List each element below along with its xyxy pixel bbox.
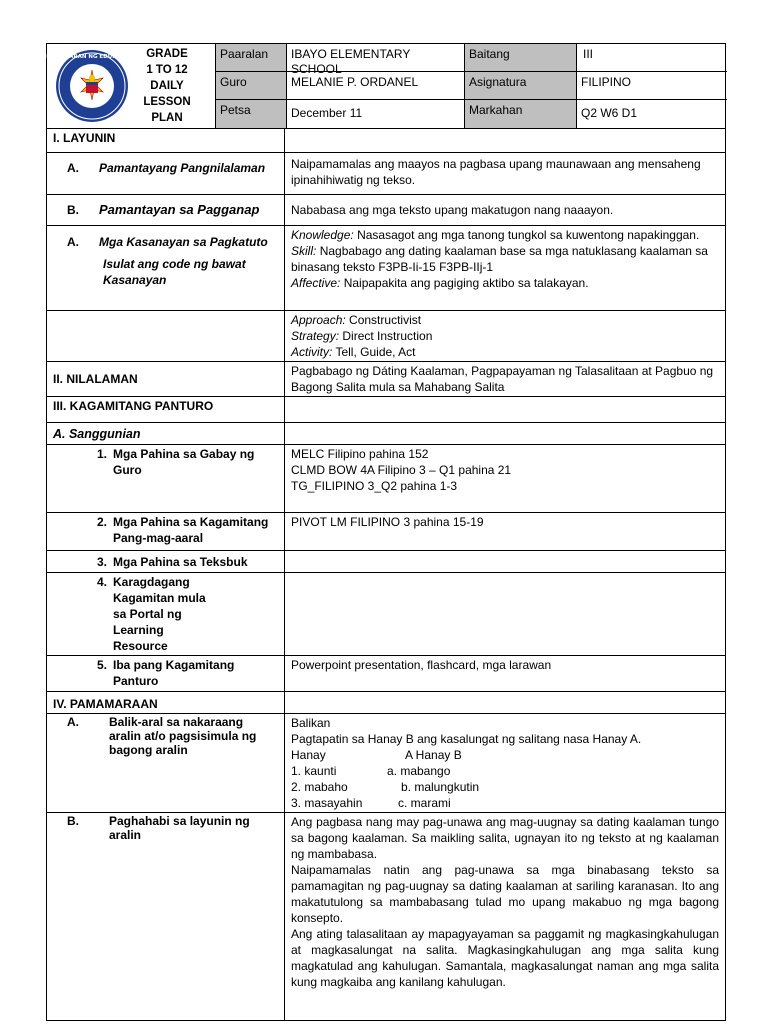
reference-line: MELC Filipino pahina 152 bbox=[291, 447, 429, 461]
label-markahan: Markahan bbox=[464, 100, 576, 128]
item-sublabel: Isulat ang code ng bawat Kasanayan bbox=[103, 257, 246, 287]
item-label: Mga Pahina sa Kagamitang Pang-mag-aaral bbox=[113, 515, 269, 545]
empty-cell bbox=[47, 311, 285, 362]
item-label: Pamantayan sa Pagganap bbox=[99, 202, 260, 217]
row-kasanayan bbox=[47, 226, 726, 311]
hanay-b-header: A Hanay B bbox=[405, 748, 462, 762]
label-cell bbox=[47, 226, 285, 311]
item-label: Mga Kasanayan sa Pagkatuto bbox=[99, 235, 268, 249]
affective-value: Naipapakita ang pagiging aktibo sa talakayan. bbox=[343, 276, 589, 290]
approach-value: Constructivist bbox=[349, 313, 422, 327]
item-number: 5. bbox=[96, 658, 107, 672]
reference-line: PIVOT LM FILIPINO 3 pahina 15-19 bbox=[285, 513, 726, 551]
balikan-instruction: Pagtapatin sa Hanay B ang kasalungat ng salitang nasa Hanay A. bbox=[291, 732, 642, 746]
item-letter: A. bbox=[67, 161, 79, 175]
item-number: 2. bbox=[96, 515, 107, 529]
label-petsa: Petsa bbox=[215, 100, 286, 128]
skill-label: Skill: bbox=[291, 244, 317, 258]
label-cell bbox=[47, 573, 285, 656]
value-pamantayang-pangnilalaman: Naipamamalas ang maayos na pagbasa upang maunawaan ang mensaheng ipinahihiwatig ng tekso. bbox=[285, 153, 726, 195]
label-cell bbox=[47, 445, 285, 513]
item-label: Mga Pahina sa Gabay ng Guro bbox=[113, 447, 255, 477]
empty-cell bbox=[285, 573, 726, 656]
value-guro: MELANIE P. ORDANEL bbox=[286, 72, 464, 100]
row-teksbuk bbox=[47, 551, 726, 573]
paragraph: Ang ating talasalitaan ay mapagyayaman sa paggamit ng magkasingkahulugan at magkasalungat na salita. Magkasingkahulugan ang mga salita kung magkatulad ang kahulugan. Samantala, magkasalungat naman ang mga salita kung magkaiba ang kanilang kahulugan. bbox=[291, 927, 719, 989]
hanay-a-item: 3. masayahin bbox=[291, 796, 363, 810]
affective-label: Affective: bbox=[291, 276, 341, 290]
row-gabay-guro bbox=[47, 445, 726, 513]
row-kagamitang-mag-aaral bbox=[47, 513, 726, 551]
svg-text:KAGAWARAN NG EDUKASYON: KAGAWARAN NG EDUKASYON bbox=[46, 54, 138, 60]
grade-line: GRADE bbox=[146, 48, 188, 60]
item-label: Paghahabi sa layunin ng aralin bbox=[109, 814, 250, 842]
label-cell bbox=[47, 813, 285, 1021]
sanggunian-label: A. Sanggunian bbox=[47, 423, 285, 445]
hanay-b-item: b. malungkutin bbox=[401, 780, 480, 794]
empty-cell bbox=[285, 423, 726, 445]
reference-line: TG_FILIPINO 3_Q2 pahina 1-3 bbox=[291, 479, 458, 493]
label-cell bbox=[47, 551, 285, 573]
empty-cell bbox=[285, 397, 726, 423]
item-label: Balik-aral sa nakaraang aralin at/o pagsisimula ng bagong aralin bbox=[109, 715, 257, 757]
label-baitang: Baitang bbox=[464, 44, 576, 72]
row-pamantayan-pagganap bbox=[47, 195, 726, 226]
grade-line: 1 TO 12 bbox=[146, 64, 188, 76]
header bbox=[46, 43, 726, 129]
header-info-grid bbox=[215, 44, 727, 128]
item-number: 4. bbox=[96, 575, 107, 589]
label-asignatura: Asignatura bbox=[464, 72, 576, 100]
header-row-teacher bbox=[215, 71, 727, 100]
item-number: 1. bbox=[96, 447, 107, 461]
activity-label: Activity: bbox=[291, 345, 333, 359]
item-letter: A. bbox=[67, 715, 79, 729]
grade-line: LESSON bbox=[143, 96, 191, 108]
lesson-plan-table bbox=[46, 128, 726, 1021]
section-row-nilalaman bbox=[47, 362, 726, 397]
hanay-a-header: Hanay bbox=[291, 748, 326, 762]
value-baitang: III bbox=[576, 44, 727, 72]
empty-cell bbox=[285, 692, 726, 714]
knowledge-label: Knowledge: bbox=[291, 228, 354, 242]
value-paaralan: IBAYO ELEMENTARY SCHOOL bbox=[286, 44, 464, 72]
knowledge-value: Nasasagot ang mga tanong tungkol sa kuwentong napakinggan. bbox=[357, 228, 700, 242]
section-title-nilalaman: II. NILALAMAN bbox=[47, 362, 285, 397]
item-label: Iba pang Kagamitang Panturo bbox=[113, 658, 235, 688]
header-row-date bbox=[215, 99, 727, 128]
label-guro: Guro bbox=[215, 72, 286, 100]
section-row-layunin bbox=[47, 129, 726, 153]
row-balik-aral bbox=[47, 714, 726, 813]
item-label: Pamantayang Pangnilalaman bbox=[99, 161, 266, 175]
value-pamantayan-pagganap: Nababasa ang mga teksto upang makatugon nang naaayon. bbox=[285, 195, 726, 226]
section-row-kagamitan bbox=[47, 397, 726, 423]
gabay-guro-values bbox=[285, 445, 726, 513]
label-cell bbox=[47, 513, 285, 551]
grade-line: PLAN bbox=[151, 112, 183, 124]
paghahabi-values bbox=[285, 813, 726, 1021]
header-row-school bbox=[215, 44, 727, 76]
lesson-plan-page bbox=[46, 43, 726, 1021]
hanay-a-item: 2. mabaho bbox=[291, 780, 348, 794]
reference-line: CLMD BOW 4A Filipino 3 – Q1 pahina 21 bbox=[291, 463, 512, 477]
row-portal bbox=[47, 573, 726, 656]
approach-values bbox=[285, 311, 726, 362]
label-cell bbox=[47, 195, 285, 226]
row-paghahabi bbox=[47, 813, 726, 1021]
item-letter: B. bbox=[67, 203, 79, 217]
label-cell bbox=[47, 714, 285, 813]
logo-cell bbox=[47, 44, 215, 128]
strategy-value: Direct Instruction bbox=[342, 329, 433, 343]
hanay-a-item: 1. kaunti bbox=[291, 764, 337, 778]
value-nilalaman: Pagbabago ng Dáting Kaalaman, Pagpapayaman ng Talasalitaan at Pagbuo ng Bagong Salita mula sa Mahabang Salita bbox=[285, 362, 726, 397]
value-markahan: Q2 W6 D1 bbox=[576, 100, 727, 128]
item-label: Mga Pahina sa Teksbuk bbox=[113, 555, 248, 569]
empty-cell bbox=[285, 129, 726, 153]
deped-seal-icon bbox=[46, 48, 138, 124]
item-letter: A. bbox=[67, 235, 79, 249]
item-number: 3. bbox=[96, 555, 107, 569]
row-pamantayang-pangnilalaman bbox=[47, 153, 726, 195]
label-cell bbox=[47, 656, 285, 692]
value-asignatura: FILIPINO bbox=[576, 72, 727, 100]
strategy-label: Strategy: bbox=[291, 329, 340, 343]
section-row-pamamaraan bbox=[47, 692, 726, 714]
item-label: Karagdagang Kagamitan mula sa Portal ng Learning Resource bbox=[113, 575, 206, 653]
reference-line: Powerpoint presentation, flashcard, mga larawan bbox=[285, 656, 726, 692]
section-title-layunin: I. LAYUNIN bbox=[47, 129, 285, 153]
label-cell bbox=[47, 153, 285, 195]
row-approach bbox=[47, 311, 726, 362]
label-paaralan: Paaralan bbox=[215, 44, 286, 72]
paragraph: Naipamamalas natin ang pag-unawa sa mga binabasang teksto sa pamamagitan ng pag-uugnay sa dating kaalaman at sariling karanasan. Ito ang makatutulong sa mambabasang tulad mo upang makabuo ng mga bagong konsepto. bbox=[291, 863, 719, 925]
kasanayan-values bbox=[285, 226, 726, 311]
hanay-b-item: a. mabango bbox=[387, 764, 451, 778]
section-title-pamamaraan: IV. PAMAMARAAN bbox=[47, 692, 285, 714]
section-title-kagamitan: III. KAGAMITANG PANTURO bbox=[47, 397, 285, 423]
value-petsa: December 11 bbox=[286, 100, 464, 128]
item-letter: B. bbox=[67, 814, 79, 828]
empty-cell bbox=[285, 551, 726, 573]
balikan-heading: Balikan bbox=[291, 716, 331, 730]
grade-title bbox=[135, 46, 199, 126]
balik-aral-values bbox=[285, 714, 726, 813]
paragraph: Ang pagbasa nang may pag-unawa ang mag-uugnay sa dating kaalaman tungo sa bagong kaalaman. Sa maikling salita, ugnayan ito ng teksto at ng kaalaman ng mambabasa. bbox=[291, 815, 719, 861]
skill-value: Nagbabago ang dating kaalaman base sa mga natuklasang kaalaman sa binasang teksto F3PB-Ii-15 F3PB-IIj-1 bbox=[291, 244, 708, 274]
row-iba-pang-kagamitan bbox=[47, 656, 726, 692]
grade-line: DAILY bbox=[150, 80, 184, 92]
activity-value: Tell, Guide, Act bbox=[335, 345, 416, 359]
hanay-b-item: c. marami bbox=[398, 796, 451, 810]
approach-label: Approach: bbox=[291, 313, 346, 327]
row-sanggunian bbox=[47, 423, 726, 445]
